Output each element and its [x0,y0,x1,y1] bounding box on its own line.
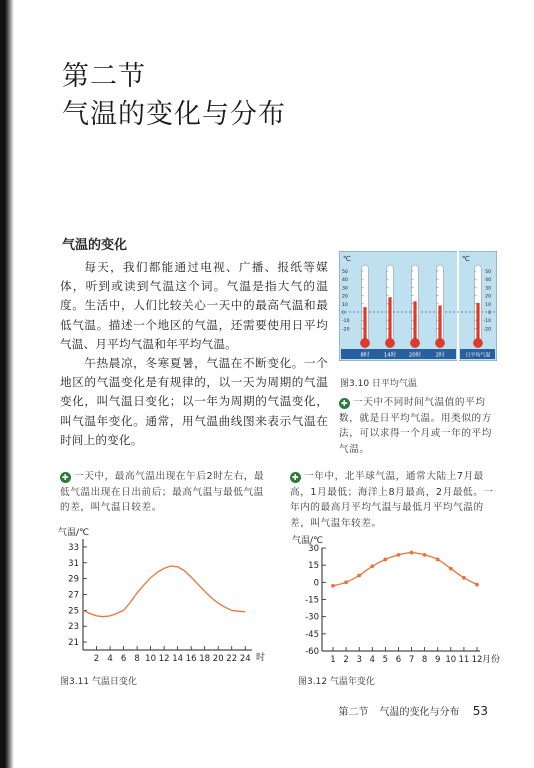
y-axis-label: 气温/℃ [58,528,90,538]
x-tick-label: 5 [382,655,389,665]
scale-tick-label: 30 [485,286,491,292]
data-point [410,551,414,555]
thermometer-0-mercury [363,307,366,343]
thermometer-2-bulb [410,338,419,347]
data-point [383,558,387,562]
figure-3-11-caption: 图3.11 气温日变化 [60,677,137,687]
page-title: 气温的变化与分布 [62,99,286,130]
data-point [331,584,335,588]
thermometer-average-mercury [476,303,479,343]
x-tick-label: 20 [212,654,224,664]
thermometer-label: 20时 [408,352,422,359]
scale-tick-label: 20 [342,294,348,300]
x-tick-label: 4 [369,655,375,665]
data-point [344,580,348,584]
thermometer-1-bulb [385,338,394,347]
info-icon: ✚ [61,473,70,482]
scale-tick-label: 50 [342,270,348,275]
x-tick-label: 9 [435,655,441,665]
scale-tick-label: -20 [342,327,350,333]
x-axis-label: 时 [256,653,266,663]
info-icon: ✚ [291,473,300,482]
x-tick-label: 10 [145,654,157,664]
annual-temperature-line [333,553,477,586]
x-tick-label: 6 [120,654,127,664]
y-tick-label: -45 [305,629,319,640]
note-3-10: ✚ 一天中不同时间气温值的平均数，就是日平均气温。用类似的方法，可以求得一个月或一年的平均气温。 [339,397,492,455]
scale-tick-label: 0 [488,311,491,316]
y-tick-label: 27 [68,590,79,601]
x-tick-label: 2 [343,655,349,665]
data-point [462,576,466,580]
daily-temperature-chart [56,525,278,675]
annual-temperature-chart [292,534,514,674]
page-edge-binding [0,0,14,768]
scale-tick-label: 0 [342,311,345,316]
x-axis-label: 月份 [482,655,501,665]
y-tick-label: 21 [68,638,79,649]
scale-tick-label: 20 [485,294,491,300]
info-icon: ✚ [340,399,349,408]
average-label: 日平均气温 [465,352,491,359]
y-tick-label: 31 [68,558,79,569]
y-tick-label: 15 [308,561,319,572]
y-axis-label: 气温/℃ [292,536,324,546]
section-number: 第二节 [62,61,146,92]
data-point [370,564,374,568]
figure-3-10-caption: 图3.10 日平均气温 [340,379,417,389]
x-tick-label: 11 [458,655,470,665]
x-tick-label: 24 [239,654,251,664]
x-tick-label: 12 [471,655,483,665]
y-tick-label: -30 [305,612,319,623]
paragraph-2: 午热晨凉，冬寒夏暑，气温在不断变化。一个地区的气温变化是有规律的，以一天为周期的气温变化，叫气温日变化；以一年为周期的气温变化，叫气温年变化。通常，用气温曲线图来表示气温在时间上的变化。 [60,356,328,447]
page-footer [338,703,488,718]
x-tick-label: 1 [330,655,336,665]
x-ticks [330,647,482,665]
scale-tick-label: 10 [342,302,348,308]
data-point [397,553,401,557]
y-tick-label: 25 [68,606,79,617]
thermometer-3-bulb [435,338,444,347]
x-tick-label: 2 [93,654,100,664]
x-tick-label: 7 [408,655,415,665]
data-point [423,553,427,557]
body-text [60,258,328,450]
unit-right: ℃ [462,255,470,263]
x-tick-label: 18 [199,654,211,664]
scale-tick-label: 50 [485,270,491,275]
x-tick-label: 3 [356,655,362,665]
note-3-11: ✚ 一天中，最高气温出现在午后2时左右，最低气温出现在日出前后；最高气温与最低气温的差，叫气温日较差。 [60,471,265,513]
daily-temperature-line [83,566,245,617]
data-point [357,574,361,578]
y-tick-label: 0 [313,578,319,589]
x-tick-label: 6 [395,655,402,665]
footer-title: 气温的变化与分布 [379,707,460,718]
thermometer-average-bulb [473,338,482,347]
footer-section: 第二节 [338,707,369,718]
data-point [449,567,453,571]
x-tick-label: 8 [421,655,428,665]
paragraph-1: 每天，我们都能通过电视、广播、报纸等媒体，听到或读到气温这个词。气温是指大气的温度。生活中，人们比较关心一天中的最高气温和最低气温。描述一个地区的气温，还需要使用日平均气温、月平均气温和年平均气温。 [60,260,328,351]
y-ticks [68,543,87,648]
x-tick-label: 8 [134,654,140,664]
thermometer-3-mercury [438,305,441,343]
section-heading: 气温的变化 [62,238,128,253]
x-tick-label: 10 [445,655,457,665]
scale-tick-label: -10 [483,319,491,325]
y-tick-label: 33 [68,542,79,553]
daily-mean-temperature-figure [339,251,497,361]
y-tick-label: 23 [68,622,79,633]
thermometer-1-mercury [388,297,391,343]
scale-tick-label: -20 [483,327,491,333]
annual-temperature-points [331,551,479,588]
scale-tick-label: 40 [485,278,491,284]
data-point [475,583,479,587]
x-tick-label: 22 [226,654,238,664]
y-tick-label: 30 [308,544,319,554]
scale-tick-label: -10 [342,319,350,325]
x-tick-label: 12 [158,654,170,664]
note-3-12: ✚ 一年中，北半球气温，通常大陆上7月最高，1月最低；海洋上8月最高，2月最低。一年内的最高月平均气温与最低月平均气温的差，叫气温年较差。 [290,471,494,529]
thermometer-0-bulb [360,338,369,347]
scale-tick-label: 40 [342,278,348,284]
y-tick-label: -15 [305,595,319,606]
figure-3-12-caption: 图3.12 气温年变化 [298,677,375,687]
thermometer-2-mercury [413,301,416,343]
scale-tick-label: 30 [342,286,348,292]
thermometer-label: 2时 [435,352,445,359]
data-point [436,558,440,562]
thermometer-label: 8时 [360,352,370,359]
unit-left: ℃ [343,255,351,263]
y-ticks [305,544,326,657]
x-tick-label: 16 [185,654,197,664]
scale-tick-label: 10 [485,302,491,308]
y-tick-label: 29 [68,574,79,585]
x-tick-label: 14 [172,654,184,664]
x-ticks [94,646,251,664]
thermometer-label: 14时 [383,352,397,359]
x-tick-label: 4 [107,654,113,664]
page-number: 53 [472,704,488,718]
y-tick-label: -60 [305,647,319,657]
